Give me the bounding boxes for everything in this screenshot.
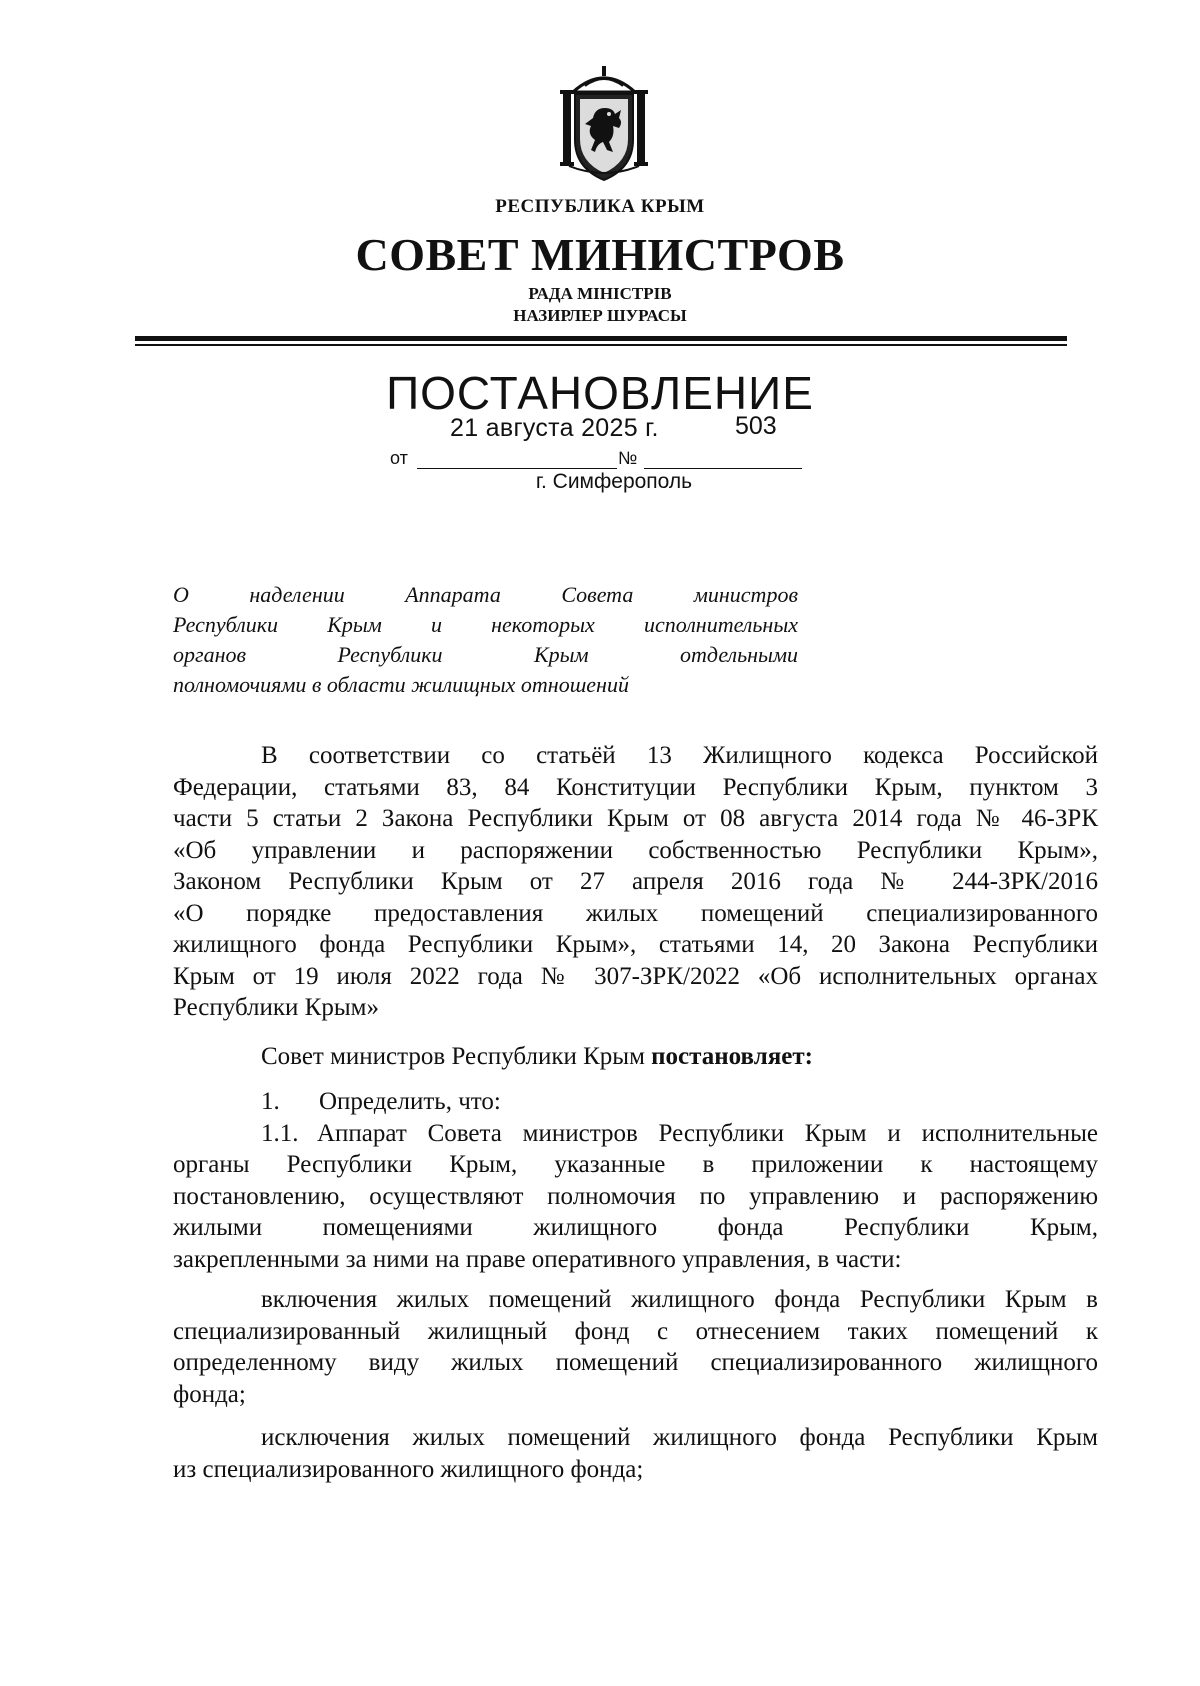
subject-line: полномочиями в области жилищных отношений bbox=[173, 672, 629, 697]
decree-number: 503 bbox=[735, 412, 777, 440]
republic-name: РЕСПУБЛИКА КРЫМ bbox=[495, 196, 705, 217]
body-line: «О порядке предоставления жилых помещений специализированного bbox=[173, 899, 1098, 927]
body-line: закрепленными за ними на праве оперативного управления, в части: bbox=[173, 1245, 902, 1273]
header-divider-thick bbox=[135, 336, 1067, 341]
body-line: жилищного фонда Республики Крым», статьями 14, 20 Закона Республики bbox=[173, 931, 1098, 958]
resolve-keyword: постановляет: bbox=[651, 1042, 813, 1070]
resolve-text: Совет министров Республики Крым bbox=[261, 1042, 652, 1070]
item-1-1-number: 1.1. bbox=[261, 1119, 299, 1147]
body-line: Республики Крым» bbox=[173, 994, 379, 1021]
body-line: определенному виду жилых помещений специализированного жилищного bbox=[173, 1349, 1098, 1376]
body-line: из специализированного жилищного фонда; bbox=[173, 1455, 644, 1483]
item-1-line bbox=[173, 1086, 1098, 1118]
decree-body bbox=[173, 740, 1098, 1485]
body-line: жилыми помещениями жилищного фонда Республики Крым, bbox=[173, 1214, 1098, 1241]
body-line: Федерации, статьями 83, 84 Конституции Республики Крым, пунктом 3 bbox=[173, 773, 1098, 801]
item-1 bbox=[173, 1086, 1098, 1118]
decree-date: 21 августа 2025 г. bbox=[450, 414, 659, 442]
subject-line: Республики Крым и некоторых исполнительных bbox=[173, 612, 798, 637]
decree-subject bbox=[173, 580, 798, 700]
body-line: фонда; bbox=[173, 1380, 246, 1408]
document-type-title: ПОСТАНОВЛЕНИЕ bbox=[386, 367, 814, 419]
resolve-line bbox=[173, 1041, 1098, 1073]
clause-exclusion bbox=[173, 1422, 1098, 1485]
body-line: части 5 статьи 2 Закона Республики Крым от 08 августа 2014 года № 46-ЗРК bbox=[173, 805, 1098, 832]
body-line: специализированный жилищный фонд с отнесением таких помещений к bbox=[173, 1317, 1098, 1345]
body-line: включения жилых помещений жилищного фонда Республики Крым в bbox=[261, 1286, 1098, 1313]
item-1-number: 1. bbox=[261, 1088, 280, 1115]
date-prefix-label: от bbox=[390, 448, 408, 468]
resolve-paragraph bbox=[173, 1041, 1098, 1073]
number-underline bbox=[644, 468, 802, 469]
body-line: В соответствии со статьёй 13 Жилищного кодекса Российской bbox=[261, 742, 1098, 769]
item-1-text: Определить, что: bbox=[319, 1088, 501, 1115]
body-line: Законом Республики Крым от 27 апреля 2016 года № 244-ЗРК/2016 bbox=[173, 868, 1098, 895]
council-name-crimean-tatar: НАЗИРЛЕР ШУРАСЫ bbox=[513, 306, 687, 325]
body-line: «Об управлении и распоряжении собственностью Республики Крым», bbox=[173, 836, 1098, 864]
council-name: СОВЕТ МИНИСТРОВ bbox=[355, 229, 845, 280]
clause-inclusion bbox=[173, 1284, 1098, 1410]
council-name-ukrainian: РАДА МІНІСТРІВ bbox=[528, 284, 672, 303]
subject-line: О наделении Аппарата Совета министров bbox=[173, 582, 798, 607]
header-divider-thin bbox=[135, 344, 1067, 346]
body-line: исключения жилых помещений жилищного фонда Республики Крым bbox=[261, 1424, 1098, 1451]
preamble-paragraph bbox=[173, 740, 1098, 1024]
item-1-1-line bbox=[173, 1118, 1098, 1150]
crimea-coat-of-arms-icon bbox=[555, 62, 653, 184]
body-line: постановлению, осуществляют полномочия по управлению и распоряжению bbox=[173, 1182, 1098, 1210]
item-1-1 bbox=[173, 1118, 1098, 1276]
item-1-1-text: Аппарат Совета министров Республики Крым и исполнительные bbox=[317, 1119, 1098, 1147]
body-line: Крым от 19 июля 2022 года № 307-ЗРК/2022 «Об исполнительных органах bbox=[173, 962, 1098, 990]
city-name: г. Симферополь bbox=[535, 470, 693, 493]
subject-line: органов Республики Крым отдельными bbox=[173, 642, 798, 667]
date-underline bbox=[417, 468, 617, 469]
body-line: органы Республики Крым, указанные в приложении к настоящему bbox=[173, 1151, 1098, 1178]
number-sign-label: № bbox=[618, 448, 638, 468]
